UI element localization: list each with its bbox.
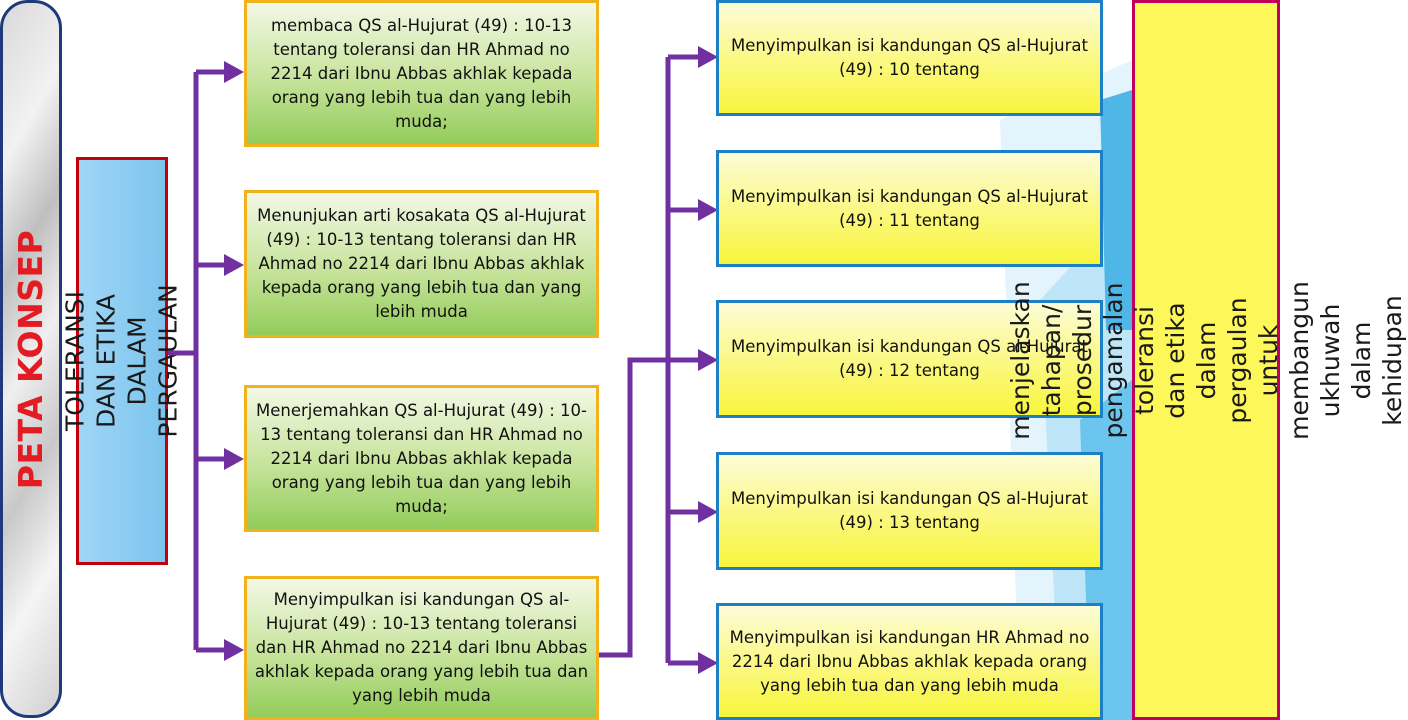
conclusion-box: Menyimpulkan isi kandungan HR Ahmad no 2214 dari Ibnu Abbas akhlak kepada orang yang lebih tua dan yang lebih muda [716,603,1103,720]
conclusion-box: Menyimpulkan isi kandungan QS al-Hujurat (49) : 13 tentang [716,452,1103,570]
conclusion-box: Menyimpulkan isi kandungan QS al-Hujurat (49) : 11 tentang [716,150,1103,267]
arrow-head [224,639,244,661]
main-topic-label: TOLERANSI DAN ETIKA DALAM PERGAULAN [61,284,184,438]
activity-box: Menyimpulkan isi kandungan QS al-Hujurat (49) : 10-13 tentang toleransi dan HR Ahmad no 2214 dari Ibnu Abbas akhlak kepada orang yang lebih tua dan yang lebih muda [244,576,599,720]
connector-link [599,360,668,655]
arrow-head [698,349,718,371]
conclusion-box: Menyimpulkan isi kandungan QS al-Hujurat (49) : 10 tentang [716,0,1103,116]
goal-box [1005,0,1407,720]
activity-box: membaca QS al-Hujurat (49) : 10-13 tentang toleransi dan HR Ahmad no 2214 dari Ibnu Abbas akhlak kepada orang yang lebih tua dan yang lebih muda; [244,0,599,147]
arrow-head [698,199,718,221]
arrow-head [698,46,718,68]
conclusion-box: Menyimpulkan isi kandungan QS al-Hujurat (49) : 12 tentang [716,300,1103,418]
goal-label: menjelaskan tahapan/ prosedur pengamalan toleransi dan etika dalam pergaulan untuk membangun ukhuwah dalam kehidupan [1005,280,1407,440]
arrow-head [698,501,718,523]
concept-map-title: PETA KONSEP [11,229,51,489]
arrow-head [224,61,244,83]
activity-box: Menerjemahkan QS al-Hujurat (49) : 10-13 tentang toleransi dan HR Ahmad no 2214 dari Ibnu Abbas akhlak kepada orang yang lebih tua dan yang lebih muda; [244,385,599,532]
arrow-head [698,652,718,674]
activity-box: Menunjukan arti kosakata QS al-Hujurat (49) : 10-13 tentang toleransi dan HR Ahmad no 2214 dari Ibnu Abbas akhlak kepada orang yang lebih tua dan yang lebih muda [244,190,599,338]
arrow-head [224,254,244,276]
arrow-head [224,448,244,470]
